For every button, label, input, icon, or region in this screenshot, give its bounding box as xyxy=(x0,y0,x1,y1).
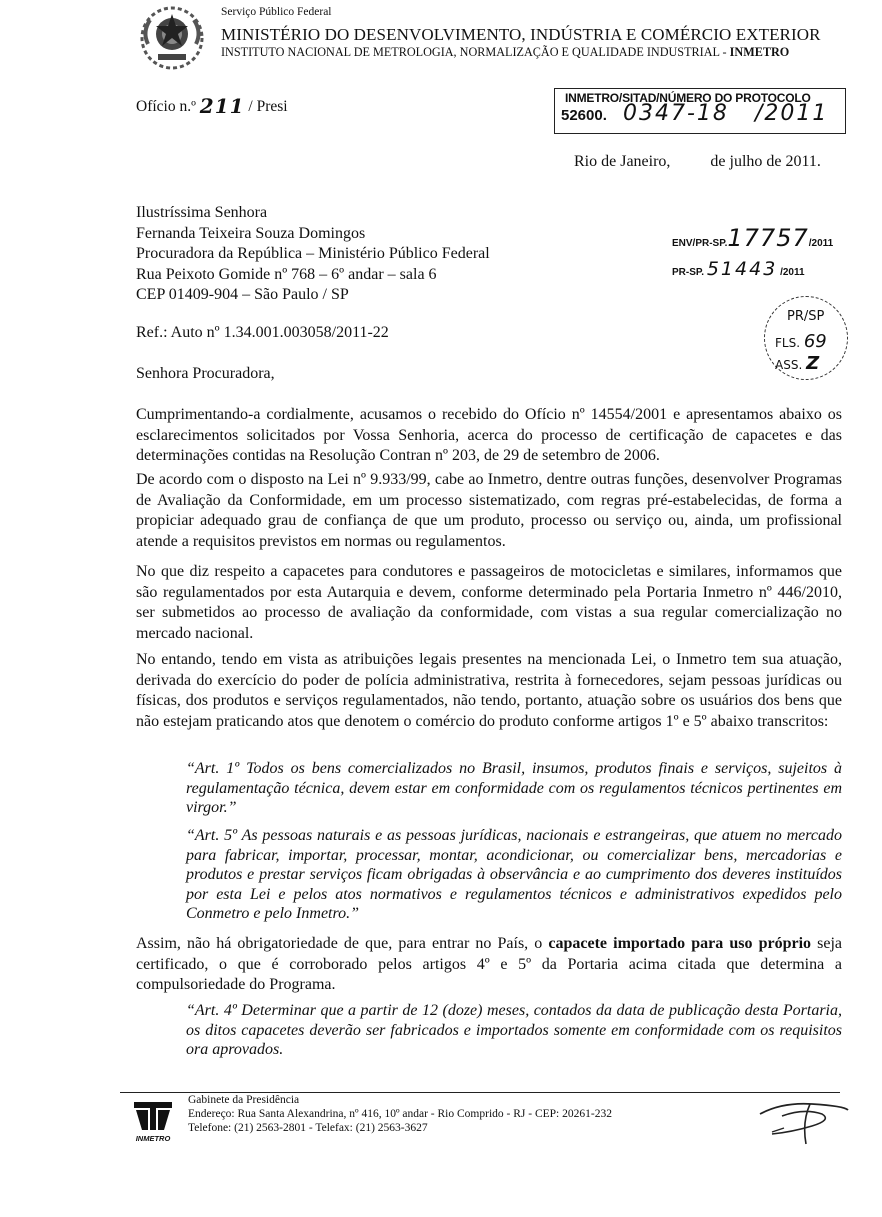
seal-signature xyxy=(775,353,819,374)
addressee-line: Fernanda Teixeira Souza Domingos xyxy=(136,224,366,242)
addressee-line: Rua Peixoto Gomide nº 768 – 6º andar – sala 6 xyxy=(136,265,437,283)
date-city: Rio de Janeiro, xyxy=(574,153,671,170)
prsp-year: /2011 xyxy=(780,267,805,278)
footer-address xyxy=(188,1093,612,1135)
header-ministry: MINISTÉRIO DO DESENVOLVIMENTO, INDÚSTRIA E COMÉRCIO EXTERIOR xyxy=(221,25,821,44)
body-paragraph: No entando, tendo em vista as atribuições legais presentes na mencionada Lei, o Inmetro tem sua atuação, derivada do exercício do poder de polícia administrativa, restrita à fornecedores, sejam pessoas jurídicas ou físicas, dos produtos e serviços regulamentados, não tendo, portanto, atuação sobre os usuários dos bens que não estejam praticando atos que denotem o comércio do produto conforme artigos 1º e 5º abaixo transcritos: xyxy=(136,651,842,730)
seal-sign-label: ASS. xyxy=(775,358,803,372)
letter-date xyxy=(574,153,821,171)
protocol-handwritten-year: /2011 xyxy=(755,101,829,126)
addressee-line: Ilustríssima Senhora xyxy=(136,204,268,221)
footer-line: Gabinete da Presidência xyxy=(188,1094,300,1106)
addressee-line: CEP 01409-904 – São Paulo / SP xyxy=(136,286,349,303)
footer-line: Telefone: (21) 2563-2801 - Telefax: (21) 2563-3627 xyxy=(188,1122,428,1134)
date-rest: de julho de 2011. xyxy=(710,153,821,170)
quote-article-5: “Art. 5º As pessoas naturais e as pessoas jurídicas, nacionais e estrangeiras, que atuem no mercado para fabricar, importar, processar, montar, acondicionar, ou comercializar bens, mercadorias e produtos e prestar serviços ficam obrigadas à observância e ao cumprimento dos deveres instituídos por esta Lei e pelos atos normativos e regulamentos técnicos e administrativos expedidos pelo Conmetro e pelo Inmetro.” xyxy=(186,827,842,922)
oficio-number xyxy=(136,92,288,116)
envpr-year: /2011 xyxy=(808,238,834,249)
body-paragraph: Cumprimentando-a cordialmente, acusamos o recebido do Ofício nº 14554/2001 e apresentamos abaixo os esclarecimentos solicitados por Vossa Senhoria, acerca do processo de certificação de capacetes e das determinações contidas na Resolução Contran nº 203, de 29 de setembro de 2006. xyxy=(136,406,842,464)
body-paragraph: De acordo com o disposto na Lei nº 9.933/99, cabe ao Inmetro, dentre outras funções, desenvolver Programas de Avaliação da Conformidade, em um processo sistematizado, com regras pré-estabelecidas, de forma a propiciar adequado grau de confiança de que um produto, processo ou serviço ou, ainda, um profissional atende a requisitos previstos em normas ou regulamentos. xyxy=(136,471,842,550)
header-service: Serviço Público Federal xyxy=(221,6,332,18)
quote-article-4: “Art. 4º Determinar que a partir de 12 (doze) meses, contados da data de publicação desta Portaria, os ditos capacetes deverão ser fabricados e importados somente em conformidade com os requisitos ora aprovados. xyxy=(186,1002,842,1058)
addressee-line: Procuradora da República – Ministério Público Federal xyxy=(136,245,490,262)
protocol-printed-number: 52600. xyxy=(561,107,607,124)
header-institute-name: INSTITUTO NACIONAL DE METROLOGIA, NORMALIZAÇÃO E QUALIDADE INDUSTRIAL - xyxy=(221,45,730,59)
oficio-handwritten-number: 211 xyxy=(199,94,245,118)
seal-folio-label: FLS. xyxy=(775,336,801,350)
reference-line: Ref.: Auto nº 1.34.001.003058/2011-22 xyxy=(136,324,389,341)
body-paragraph: No que diz respeito a capacetes para condutores e passageiros de motocicletas e similares, informamos que são regulamentados por esta Autarquia e devem, conforme determinado pela Portaria Inmetro nº 446/2010, ser submetidos ao processo de avaliação da conformidade, com vistas a sua regular comercialização no mercado nacional. xyxy=(136,563,842,642)
seal-sign-value: Z xyxy=(806,353,820,374)
prsp-stamp xyxy=(672,258,805,280)
prsp-label: PR-SP. xyxy=(672,267,705,278)
seal-folio xyxy=(775,331,827,352)
quote-article-1: “Art. 1º Todos os bens comercializados no Brasil, insumos, produtos finais e serviços, sujeitos à regulamentação técnica, devem estar em conformidade com os regulamentos técnicos pertinentes em virgor.” xyxy=(186,760,842,816)
header-institute xyxy=(221,45,789,60)
protocol-label: INMETRO/SITAD/NÚMERO DO PROTOCOLO xyxy=(565,91,811,105)
protocol-handwritten-number: 0347-18 xyxy=(623,101,729,126)
envpr-label: ENV/PR-SP. xyxy=(672,238,728,249)
signature-icon xyxy=(752,1092,852,1150)
envpr-stamp xyxy=(672,224,833,252)
body-paragraph xyxy=(136,934,842,996)
p5-text-b: seja certificado, o que é corroborado pelos artigos 4º e 5º da Portaria acima citada que determina a compulsoriedade do Programa. xyxy=(136,935,843,993)
addressee-block xyxy=(136,203,490,306)
protocol-stamp xyxy=(554,88,846,134)
oficio-suffix: / Presi xyxy=(248,98,288,115)
p5-text-a: Assim, não há obrigatoriedade de que, para entrar no País, o xyxy=(136,935,549,952)
prsp-number: 51443 xyxy=(706,258,778,280)
logo-text: INMETRO xyxy=(135,1134,171,1143)
p5-bold-text: capacete importado para uso próprio xyxy=(548,935,812,952)
footer-line: Endereço: Rua Santa Alexandrina, nº 416, 10º andar - Rio Comprido - RJ - CEP: 20261-232 xyxy=(188,1108,612,1120)
salutation: Senhora Procuradora, xyxy=(136,365,275,382)
seal-folio-value: 69 xyxy=(803,331,827,352)
oficio-prefix: Ofício n.º xyxy=(136,98,196,115)
coat-of-arms-icon xyxy=(138,4,206,72)
page-seal xyxy=(764,296,848,380)
envpr-number: 17757 xyxy=(727,224,809,252)
header-institute-acronym: INMETRO xyxy=(729,45,790,59)
inmetro-logo-icon xyxy=(132,1100,174,1144)
seal-title: PR/SP xyxy=(787,309,825,324)
